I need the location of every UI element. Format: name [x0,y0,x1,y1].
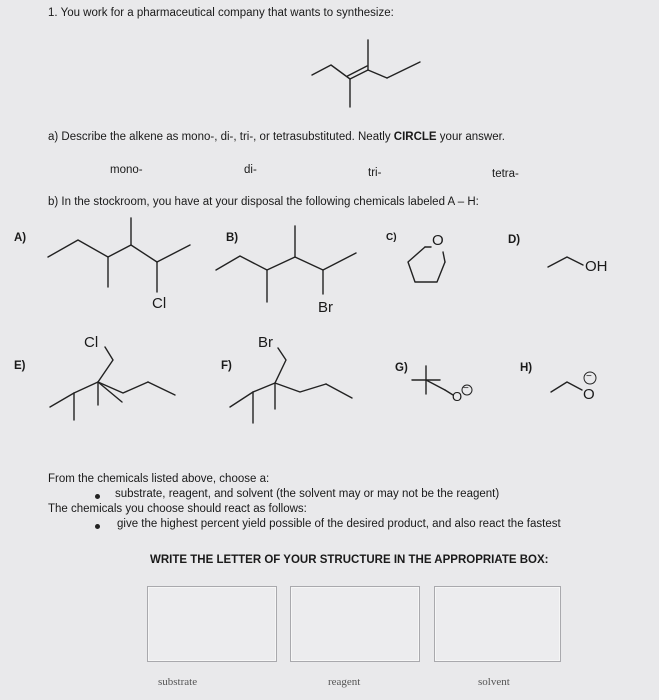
atom-d: OH [585,258,608,275]
bullet-dot [95,524,100,529]
structure-g [412,366,453,395]
instructions-line2: The chemicals you choose should react as follows: [48,503,307,515]
option-mono[interactable]: mono- [110,164,143,176]
target-molecule [312,40,420,107]
part-a-prompt: a) Describe the alkene as mono-, di-, tri-, or tetrasubstituted. Neatly CIRCLE your answer. [48,131,506,143]
option-di[interactable]: di- [244,164,257,176]
atom-g: O [452,389,463,404]
option-tri[interactable]: tri- [368,167,382,179]
option-tetra[interactable]: tetra- [492,168,519,180]
solvent-label: solvent [478,676,510,688]
structure-f [230,348,352,423]
atom-c: O [432,232,444,249]
atom-b: Br [318,299,333,316]
instructions-bullet2: give the highest percent yield possible of the desired product, and also react the fastest [117,518,561,530]
part-b-prompt: b) In the stockroom, you have at your disposal the following chemicals labeled A – H: [48,196,479,208]
structure-a [48,218,190,292]
atom-f: Br [258,334,273,351]
label-c: C) [386,232,397,243]
substrate-label: substrate [158,676,198,688]
instructions-line1: From the chemicals listed above, choose a: [48,473,270,485]
label-d: D) [508,234,521,246]
label-f: F) [221,360,232,372]
atom-a: Cl [152,295,167,312]
structure-h [551,382,582,392]
solvent-answer-box[interactable] [434,586,561,662]
charge-g: − [463,383,469,394]
write-instruction: WRITE THE LETTER OF YOUR STRUCTURE IN THE APPROPRIATE BOX: [150,554,549,566]
atom-h: O [583,386,595,403]
substrate-answer-box[interactable] [147,586,277,662]
bullet-dot [95,494,100,499]
label-g: G) [395,362,408,374]
structure-c [408,247,445,282]
reagent-label: reagent [328,676,361,688]
reagent-answer-box[interactable] [290,586,420,662]
label-e: E) [14,360,26,372]
structure-d [548,257,583,267]
label-b: B) [226,232,239,244]
atom-e: Cl [84,334,99,351]
label-a: A) [14,232,27,244]
structure-e [50,347,175,420]
label-h: H) [520,362,533,374]
charge-h: − [586,371,592,382]
question-intro: 1. You work for a pharmaceutical company that wants to synthesize: [48,7,394,19]
instructions-bullet1: substrate, reagent, and solvent (the solvent may or may not be the reagent) [115,488,500,500]
